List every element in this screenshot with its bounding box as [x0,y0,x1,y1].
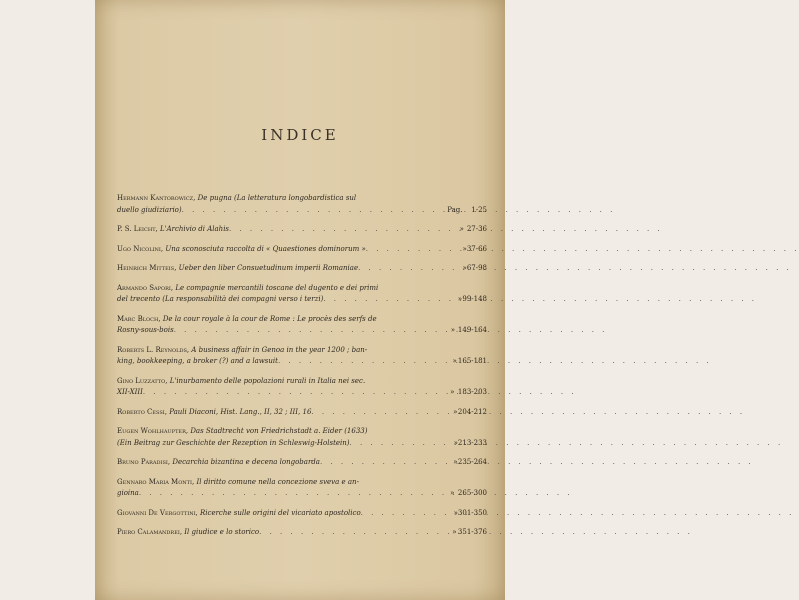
toc-title: Das Stadtrecht von Friedrichstadt a. Eider (1633) [190,427,368,435]
leader-dots [259,527,451,537]
leader-dots [229,224,457,234]
toc-entry-line [117,477,487,489]
toc-title: Decarchia bizantina e decena longobarda [172,458,320,466]
toc-title: L'Archivio di Alahis [160,225,230,233]
toc-author: Ugo Nicolini, [117,244,164,253]
page-marker: » [453,407,458,416]
toc-entry-line [117,263,487,275]
toc-title-continued: gioina [117,489,139,497]
toc-pages: 213-233 [457,438,487,447]
toc-entry-line [117,527,487,539]
toc-entry [117,477,487,500]
toc-entry-line [117,426,487,438]
toc-entry [117,376,487,399]
toc-pages: 265-300 [457,489,487,497]
page-marker: » [462,264,467,272]
toc-author: Gennaro Maria Monti, [117,477,195,486]
leader-dots [311,407,452,417]
page-marker: » [453,438,458,447]
leader-dots [323,294,457,304]
toc-author: Eugen Wohlhaupter, [117,427,189,435]
leader-dots [143,387,447,397]
toc-title: Il giudice e lo storico [184,528,260,536]
leader-dots [139,488,447,498]
toc-entry [117,508,487,520]
toc-author: Bruno Paradisi, [117,458,171,466]
toc-entry [117,457,487,469]
toc-entry-line [117,438,487,450]
page-marker: » [450,326,455,334]
book-page [95,0,505,600]
toc-title: L'inurbamento delle popolazioni rurali in Italia nei sec. [169,376,366,385]
toc-author: Armando Sapori, [117,283,174,292]
page-marker: » [450,388,455,396]
toc-pages: 301-350 [457,508,487,517]
page-title: INDICE [261,126,339,144]
toc-entry [117,244,487,256]
toc-pages: 165-181 [457,357,487,365]
page-marker: » [452,528,457,536]
toc-title: Una sconosciuta raccolta di « Quaestiones dominorum » [165,244,366,253]
toc-entry-line [117,488,487,500]
toc-pages: 99-148 [462,295,487,303]
page-marker: » [462,244,467,253]
toc-entry-line [117,508,487,520]
page-marker: » [453,458,458,466]
toc-entry-line [117,283,487,295]
toc-entry-line [117,345,487,357]
table-of-contents [117,193,487,547]
toc-pages: 67-98 [466,264,487,272]
toc-entry [117,224,487,236]
toc-entry [117,407,487,419]
toc-author: P. S. Leicht, [117,225,158,233]
toc-title-continued: (Ein Beitrag zur Geschichte der Rezeption in Schleswig-Holstein) [117,438,350,447]
toc-title: A business affair in Genoa in the year 1200 ; ban- [191,345,368,354]
toc-pages: 204-212 [457,407,487,416]
toc-title: Le compagnie mercantili toscane del dugento e dei primi [175,283,379,292]
toc-author: Giovanni De Vergottini, [117,508,198,517]
toc-title-continued: XII-XIII [117,388,143,396]
toc-entry-line [117,457,487,469]
toc-title-continued: king, bookkeeping, a broker (?) and a lawsuit [117,357,278,365]
toc-entry [117,263,487,275]
toc-entry [117,345,487,368]
toc-pages: 149-164 [457,326,487,334]
toc-entry-line [117,407,487,419]
toc-entry-line [117,325,487,337]
toc-pages: 183-203 [457,388,487,396]
leader-dots [182,205,448,215]
leader-dots [366,244,463,254]
leader-dots [361,508,454,518]
toc-author: Roberto Cessi, [117,407,167,416]
toc-title: De la cour royale à la cour de Rome : Le procès des serfs de [162,314,377,323]
toc-title-continued: duello giudiziario) [117,205,182,214]
leader-dots [174,325,448,335]
toc-entry-line [117,314,487,326]
toc-entry-line [117,387,487,399]
toc-title: Ueber den liber Consuetudinum imperii Romaniae [178,264,359,272]
toc-entry [117,426,487,449]
page-marker: » [459,225,464,233]
leader-dots [278,356,452,366]
toc-title-continued: del trecento (La responsabilità dei compagni verso i terzi) [117,295,324,303]
toc-entry-line [117,193,487,205]
leader-dots [320,457,453,467]
toc-author: Hermann Kantorowicz, [117,194,196,202]
page-marker: » [452,357,457,365]
toc-author: Gino Luzzatto, [117,376,168,385]
toc-entry-line [117,376,487,388]
toc-pages: 27-36 [466,225,487,233]
toc-title: Il diritto comune nella concezione sveva e an- [196,477,359,486]
leader-dots [350,438,454,448]
toc-author: Roberts L. Reynolds, [117,345,190,354]
page-marker: » [457,295,463,303]
toc-entry-line [117,205,487,217]
page-marker: » [453,508,458,517]
toc-entry-line [117,244,487,256]
toc-author: Heinrich Mitteis, [117,264,177,272]
toc-title-continued: Rosny-sous-bois [117,326,174,334]
toc-title: Ricerche sulle origini del vicariato apostolico [200,508,361,517]
toc-pages: 1-25 [471,205,487,214]
toc-entry-line [117,356,487,368]
toc-pages: 235-264 [457,458,487,466]
toc-entry [117,283,487,306]
toc-title: Pauli Diaconi, Hist. Lang., II, 32 ; III, 16 [169,407,312,416]
toc-entry-line [117,294,487,306]
page-marker: » [450,489,455,497]
toc-author: Marc Bloch, [117,314,161,323]
toc-entry [117,314,487,337]
toc-pages: 351-376 [457,528,487,536]
toc-entry-line [117,224,487,236]
leader-dots [358,263,462,273]
toc-entry [117,193,487,216]
toc-entry [117,527,487,539]
toc-author: Piero Calamandrei, [117,528,183,536]
toc-pages: 37-66 [466,244,487,253]
page-marker: Pag. [447,205,463,214]
toc-title: De pugna (La letteratura longobardistica sul [197,194,357,202]
